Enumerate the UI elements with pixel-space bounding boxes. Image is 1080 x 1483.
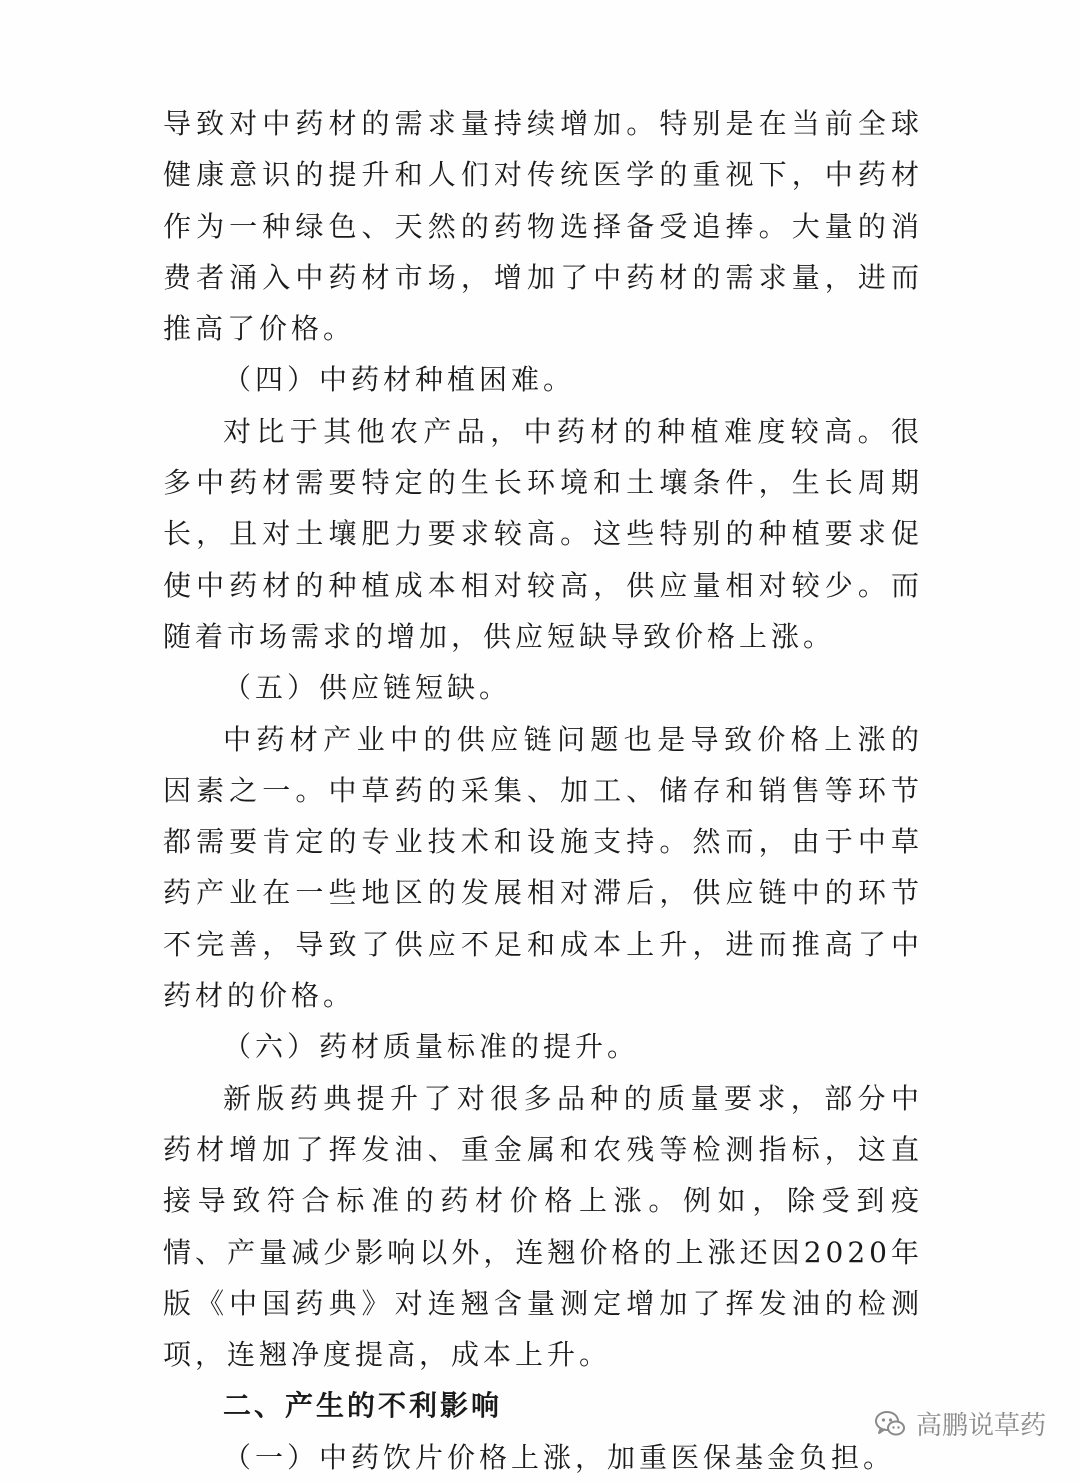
paragraph-planting-difficulty: 对比于其他农产品，中药材的种植难度较高。很多中药材需要特定的生长环境和土壤条件，生长周期长，且对土壤肥力要求较高。这些特别的种植要求促使中药材的种植成本相对较高，供应量相对较少。而随着市场需求的增加，供应短缺导致价格上涨。 bbox=[163, 414, 923, 653]
heading-quality-standards: （六）药材质量标准的提升。 bbox=[223, 1030, 640, 1064]
document-body bbox=[163, 98, 923, 1483]
paragraph-quality-standards: 新版药典提升了对很多品种的质量要求，部分中药材增加了挥发油、重金属和农残等检测指标，这直接导致符合标准的药材价格上涨。例如，除受到疫情、产量减少影响以外，连翘价格的上涨还因2020年版《中国药典》对连翘含量测定增加了挥发油的检测项，连翘净度提高，成本上升。 bbox=[163, 1081, 923, 1372]
heading-supply-chain: （五）供应链短缺。 bbox=[223, 671, 512, 705]
watermark-text: 高鹏说草药 bbox=[915, 1411, 1046, 1441]
heading-planting-difficulty: （四）中药材种植困难。 bbox=[223, 363, 576, 397]
subheading-medical-insurance: （一）中药饮片价格上涨，加重医保基金负担。 bbox=[223, 1440, 896, 1474]
wechat-icon bbox=[874, 1409, 906, 1439]
paragraph-supply-chain: 中药材产业中的供应链问题也是导致价格上涨的因素之一。中草药的采集、加工、储存和销售等环节都需要肯定的专业技术和设施支持。然而，由于中草药产业在一些地区的发展相对滞后，供应链中的环节不完善，导致了供应不足和成本上升，进而推高了中药材的价格。 bbox=[163, 722, 923, 1013]
section-heading-adverse-effects: 二、产生的不利影响 bbox=[223, 1389, 503, 1423]
watermark bbox=[874, 1405, 1046, 1442]
paragraph-demand-increase: 导致对中药材的需求量持续增加。特别是在当前全球健康意识的提升和人们对传统医学的重视下，中药材作为一种绿色、天然的药物选择备受追捧。大量的消费者涌入中药材市场，增加了中药材的需求量，进而推高了价格。 bbox=[163, 107, 923, 346]
